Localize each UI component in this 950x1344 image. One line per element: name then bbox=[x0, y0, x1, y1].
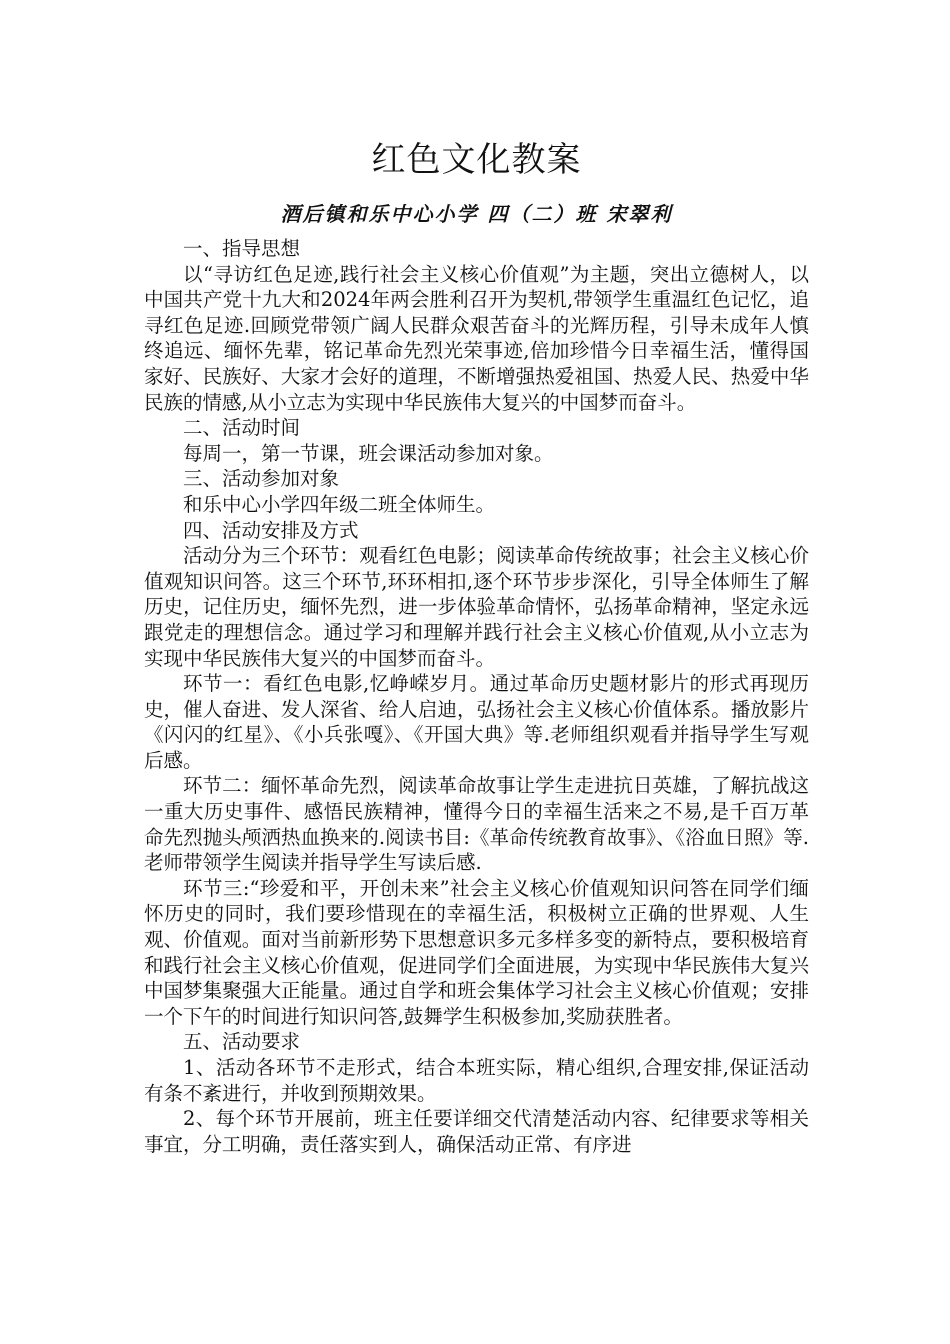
section-heading: 四、活动安排及方式 bbox=[183, 518, 359, 542]
section-activity-time bbox=[144, 415, 809, 466]
document-subtitle: 酒后镇和乐中心小学 四（二）班 宋翠利 bbox=[280, 202, 673, 226]
section-heading: 一、指导思想 bbox=[183, 237, 301, 260]
paragraph: 1、活动各环节不走形式，结合本班实际，精心组织,合理安排,保证活动有条不紊进行，并收到预期效果。 bbox=[144, 1056, 809, 1105]
section-heading: 二、活动时间 bbox=[183, 416, 301, 440]
document-page bbox=[144, 120, 809, 1157]
paragraph: 每周一，第一节课，班会课活动参加对象。 bbox=[183, 441, 554, 465]
section-requirements bbox=[144, 1029, 809, 1157]
section-heading: 三、活动参加对象 bbox=[183, 467, 340, 491]
section-participants bbox=[144, 466, 809, 517]
section-arrangement bbox=[144, 518, 809, 1030]
paragraph: 2、每个环节开展前，班主任要详细交代清楚活动内容、纪律要求等相关事宜，分工明确，责任落实到人，确保活动正常、有序进 bbox=[144, 1107, 809, 1156]
section-guiding-ideology bbox=[144, 236, 809, 415]
paragraph: 环节三:“珍爱和平，开创未来”社会主义核心价值观知识问答在同学们缅怀历史的同时，我们要珍惜现在的幸福生活，积极树立正确的世界观、人生观、价值观。面对当前新形势下思想意识多元多样多变的新特点，要积极培育和践行社会主义核心价值观，促进同学们全面进展，为实现中华民族伟大复兴中国梦集聚强大正能量。通过自学和班会集体学习社会主义核心价值观；安排一个下午的时间进行知识问答,鼓舞学生积极参加,奖励获胜者。 bbox=[144, 876, 809, 1028]
document-title: 红色文化教案 bbox=[371, 140, 582, 180]
paragraph: 活动分为三个环节：观看红色电影；阅读革命传统故事；社会主义核心价值观知识问答。这三个环节,环环相扣,逐个环节步步深化，引导全体师生了解历史，记住历史，缅怀先烈，进一步体验革命情怀，弘扬革命精神，坚定永远跟党走的理想信念。通过学习和理解并践行社会主义核心价值观,从小立志为实现中华民族伟大复兴的中国梦而奋斗。 bbox=[144, 544, 809, 670]
paragraph: 和乐中心小学四年级二班全体师生。 bbox=[183, 492, 496, 516]
paragraph: 环节一：看红色电影,忆峥嵘岁月。通过革命历史题材影片的形式再现历史，催人奋进、发人深省、给人启迪，弘扬社会主义核心价值体系。播放影片《闪闪的红星》、《小兵张嘎》、《开国大典》等.老师组织观看并指导学生写观后感。 bbox=[144, 672, 809, 772]
section-heading: 五、活动要求 bbox=[183, 1030, 301, 1054]
paragraph: 以“寻访红色足迹,践行社会主义核心价值观”为主题，突出立德树人，以中国共产党十九大和2024年两会胜利召开为契机,带领学生重温红色记忆，追寻红色足迹.回顾党带领广阔人民群众艰苦奋斗的光辉历程，引导未成年人慎终追远、缅怀先辈，铭记革命先烈光荣事迹,倍加珍惜今日幸福生活，懂得国家好、民族好、大家才会好的道理，不断增强热爱祖国、热爱人民、热爱中华民族的情感,从小立志为实现中华民族伟大复兴的中国梦而奋斗。 bbox=[144, 262, 809, 414]
paragraph: 环节二：缅怀革命先烈，阅读革命故事让学生走进抗日英雄，了解抗战这一重大历史事件、感悟民族精神，懂得今日的幸福生活来之不易,是千百万革命先烈抛头颅洒热血换来的.阅读书目:《革命传统教育故事》、《浴血日照》等.老师带领学生阅读并指导学生写读后感. bbox=[144, 774, 809, 875]
